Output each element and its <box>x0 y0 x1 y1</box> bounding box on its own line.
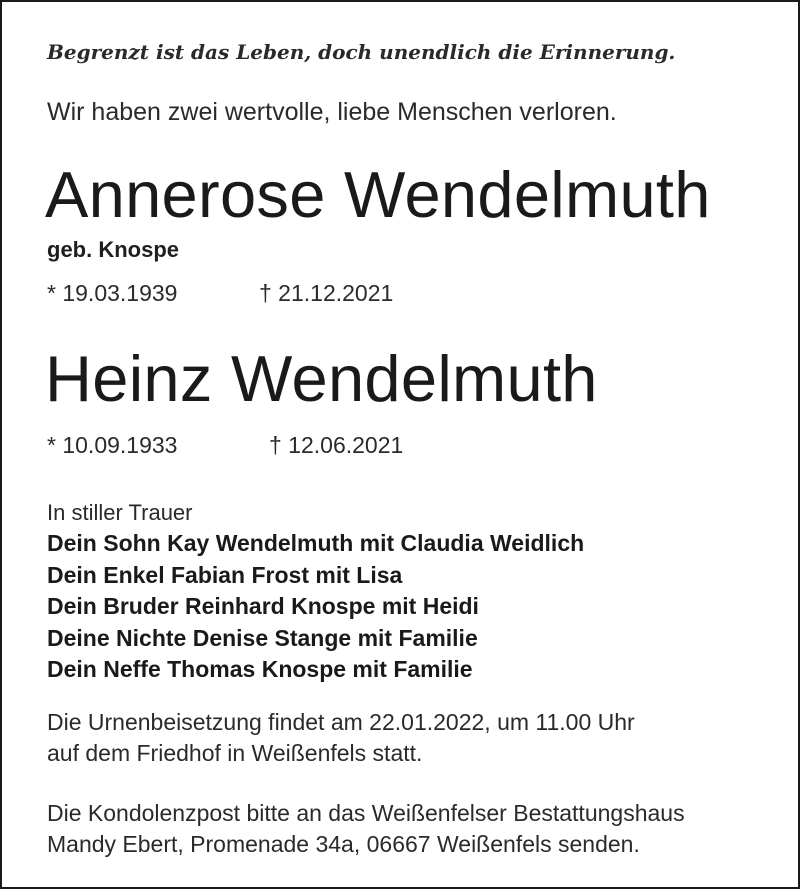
mourner-line: Dein Neffe Thomas Knospe mit Familie <box>47 656 473 682</box>
birth-date: * 10.09.1933 <box>47 432 178 458</box>
mourner-line: Dein Sohn Kay Wendelmuth mit Claudia Weidlich <box>47 530 585 556</box>
mourner-line: Dein Bruder Reinhard Knospe mit Heidi <box>47 593 479 619</box>
condolence-info <box>47 798 685 860</box>
deceased-name-annerose: Annerose Wendelmuth <box>45 158 711 231</box>
life-dates-heinz <box>47 432 404 459</box>
maiden-name: geb. Knospe <box>47 237 180 262</box>
burial-info-line: auf dem Friedhof in Weißenfels statt. <box>47 740 423 766</box>
burial-info <box>47 707 635 769</box>
death-date: † 12.06.2021 <box>269 432 404 458</box>
mourner-line: Dein Enkel Fabian Frost mit Lisa <box>47 561 403 588</box>
birth-date: * 19.03.1939 <box>47 280 178 306</box>
death-date: † 21.12.2021 <box>259 280 394 306</box>
burial-info-line: Die Urnenbeisetzung findet am 22.01.2022, um 11.00 Uhr <box>47 709 635 735</box>
mourner-line: Deine Nichte Denise Stange mit Familie <box>47 624 478 651</box>
motto: Begrenzt ist das Leben, doch unendlich die Erinnerung. <box>47 40 676 64</box>
intro-text: Wir haben zwei wertvolle, liebe Menschen verloren. <box>47 98 617 126</box>
deceased-name-heinz: Heinz Wendelmuth <box>45 342 598 415</box>
mourning-lead: In stiller Trauer <box>47 500 193 525</box>
life-dates-annerose <box>47 280 394 307</box>
condolence-info-line: Die Kondolenzpost bitte an das Weißenfelser Bestattungshaus <box>47 800 685 826</box>
mourners-section <box>47 497 584 686</box>
condolence-info-line: Mandy Ebert, Promenade 34a, 06667 Weißenfels senden. <box>47 831 640 857</box>
